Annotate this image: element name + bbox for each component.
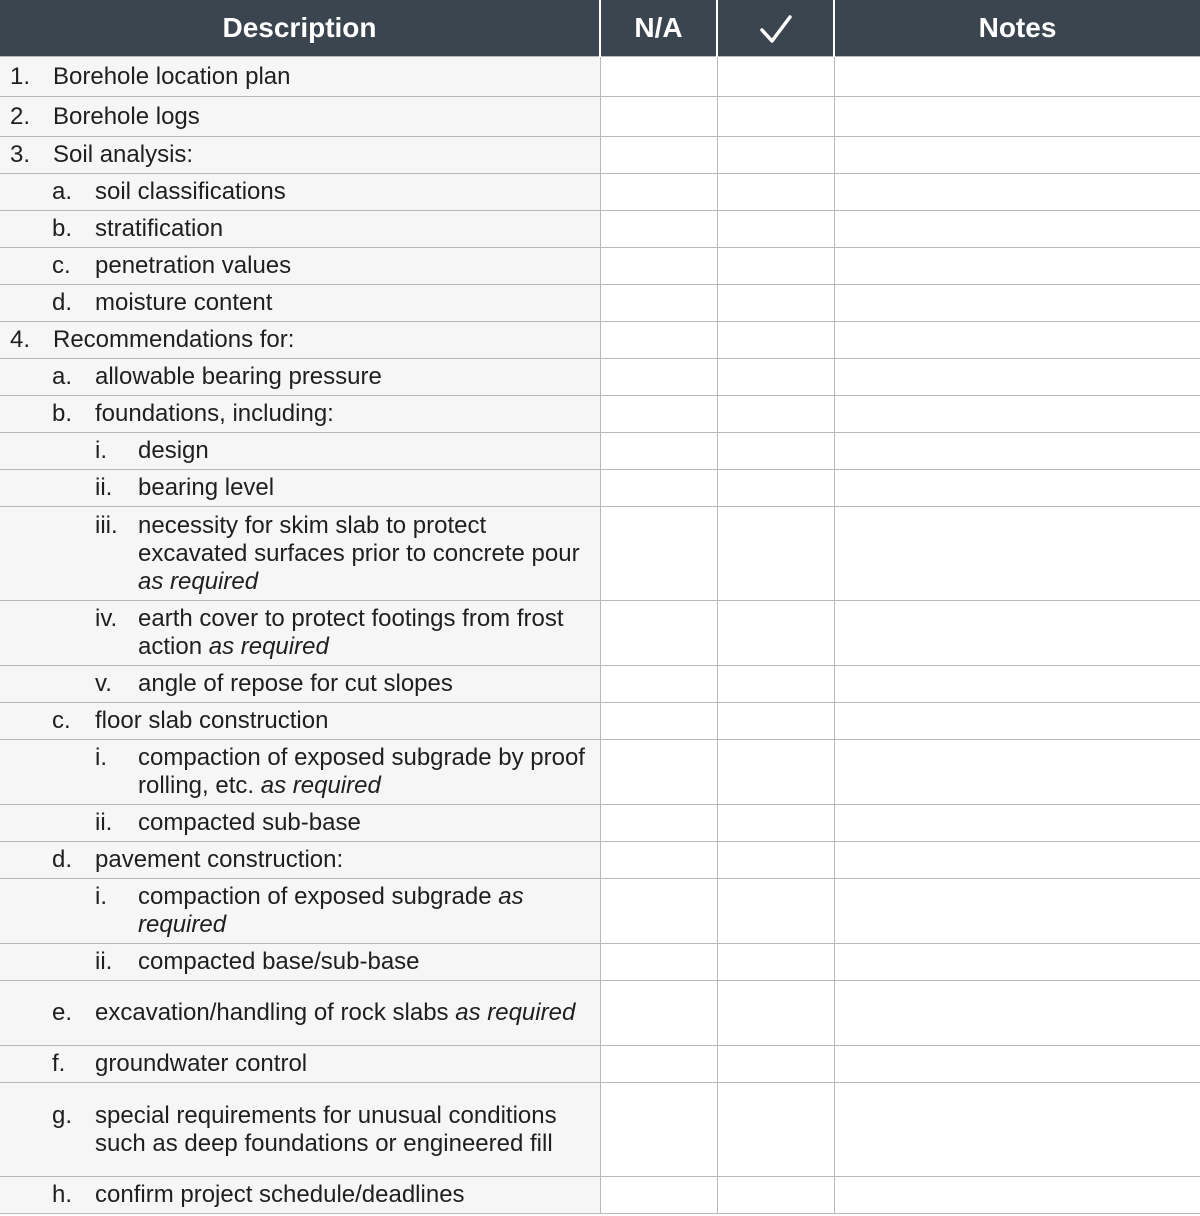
list-item: [10, 178, 592, 206]
check-cell[interactable]: [717, 359, 834, 396]
list-item: [10, 474, 592, 502]
list-item: [10, 1102, 592, 1158]
na-cell[interactable]: [600, 359, 717, 396]
na-cell[interactable]: [600, 433, 717, 470]
na-cell[interactable]: [600, 981, 717, 1046]
item-qualifier: as required: [208, 633, 329, 660]
na-cell[interactable]: [600, 470, 717, 507]
na-cell[interactable]: [600, 97, 717, 137]
item-marker: b.: [52, 215, 73, 242]
check-mark-icon: [759, 14, 793, 44]
table-row: [0, 1046, 1200, 1083]
item-marker: b.: [52, 400, 73, 427]
notes-cell[interactable]: [834, 396, 1200, 433]
check-cell[interactable]: [717, 1177, 834, 1214]
check-cell[interactable]: [717, 322, 834, 359]
table-row: [0, 740, 1200, 805]
table-row: [0, 396, 1200, 433]
list-item: [10, 363, 592, 391]
item-text-wrap: [138, 883, 592, 939]
description-cell: [0, 1046, 600, 1083]
description-cell: [0, 248, 600, 285]
item-text-wrap: [138, 809, 592, 837]
table-row: [0, 470, 1200, 507]
table-row: [0, 805, 1200, 842]
item-text: compacted base/sub-base: [138, 948, 420, 975]
check-cell[interactable]: [717, 1046, 834, 1083]
item-text-wrap: [53, 141, 592, 169]
description-cell: [0, 944, 600, 981]
list-item: [10, 883, 592, 939]
item-marker: a.: [52, 178, 73, 205]
header-na: N/A: [600, 0, 717, 57]
notes-cell[interactable]: [834, 57, 1200, 97]
description-cell: [0, 507, 600, 601]
notes-cell[interactable]: [834, 137, 1200, 174]
item-text-wrap: [95, 400, 592, 428]
item-text-wrap: [138, 605, 592, 661]
na-cell[interactable]: [600, 211, 717, 248]
item-marker: f.: [52, 1050, 66, 1077]
table-row: [0, 248, 1200, 285]
item-qualifier: as required: [260, 772, 381, 799]
check-cell[interactable]: [717, 1083, 834, 1177]
item-text: excavation/handling of rock slabs: [95, 999, 449, 1026]
check-cell[interactable]: [717, 601, 834, 666]
item-marker: d.: [52, 289, 73, 316]
na-cell[interactable]: [600, 1083, 717, 1177]
item-text: Borehole location plan: [53, 62, 291, 90]
item-text: compaction of exposed subgrade by proof rolling, etc.: [138, 744, 585, 799]
item-marker: ii.: [95, 809, 113, 836]
item-marker: iv.: [95, 605, 118, 632]
check-cell[interactable]: [717, 211, 834, 248]
table-row: [0, 359, 1200, 396]
item-text: floor slab construction: [95, 707, 329, 734]
na-cell[interactable]: [600, 174, 717, 211]
description-cell: [0, 57, 600, 97]
notes-cell[interactable]: [834, 981, 1200, 1046]
table-row: [0, 322, 1200, 359]
notes-cell[interactable]: [834, 740, 1200, 805]
na-cell[interactable]: [600, 601, 717, 666]
list-item: [10, 846, 592, 874]
item-text-wrap: [95, 1050, 592, 1078]
item-text-wrap: [95, 252, 592, 280]
notes-cell[interactable]: [834, 97, 1200, 137]
description-cell: [0, 805, 600, 842]
description-cell: [0, 1177, 600, 1214]
header-check: [717, 0, 834, 57]
list-item: [10, 707, 592, 735]
na-cell[interactable]: [600, 248, 717, 285]
notes-cell[interactable]: [834, 879, 1200, 944]
notes-cell[interactable]: [834, 359, 1200, 396]
item-text: Borehole logs: [53, 102, 200, 130]
na-cell[interactable]: [600, 57, 717, 97]
item-marker: 3.: [10, 141, 31, 168]
item-text: groundwater control: [95, 1050, 308, 1077]
item-text: earth cover to protect footings from frost action: [138, 605, 564, 660]
item-text: bearing level: [138, 474, 275, 501]
na-cell[interactable]: [600, 842, 717, 879]
notes-cell[interactable]: [834, 703, 1200, 740]
notes-cell[interactable]: [834, 1046, 1200, 1083]
item-text: pavement construction:: [95, 846, 344, 873]
item-text: moisture content: [95, 289, 273, 316]
check-cell[interactable]: [717, 842, 834, 879]
description-cell: [0, 879, 600, 944]
item-text-wrap: [138, 744, 592, 800]
item-marker: c.: [52, 252, 71, 279]
check-cell[interactable]: [717, 944, 834, 981]
table-row: [0, 97, 1200, 137]
item-text-wrap: [53, 63, 592, 91]
na-cell[interactable]: [600, 740, 717, 805]
item-text-wrap: [95, 363, 592, 391]
description-cell: [0, 137, 600, 174]
header-row: [0, 0, 1200, 57]
description-cell: [0, 396, 600, 433]
item-text-wrap: [95, 178, 592, 206]
item-text: Recommendations for:: [53, 326, 295, 353]
check-cell[interactable]: [717, 248, 834, 285]
description-cell: [0, 211, 600, 248]
item-text-wrap: [138, 474, 592, 502]
list-item: [10, 999, 592, 1027]
check-cell[interactable]: [717, 97, 834, 137]
description-cell: [0, 703, 600, 740]
description-cell: [0, 174, 600, 211]
list-item: [10, 400, 592, 428]
item-text-wrap: [95, 215, 592, 243]
check-cell[interactable]: [717, 137, 834, 174]
na-cell[interactable]: [600, 137, 717, 174]
item-text-wrap: [138, 437, 592, 465]
item-text: penetration values: [95, 252, 292, 279]
na-cell[interactable]: [600, 322, 717, 359]
description-cell: [0, 97, 600, 137]
table-row: [0, 1083, 1200, 1177]
check-cell[interactable]: [717, 57, 834, 97]
item-text: necessity for skim slab to protect excavated surfaces prior to concrete pour: [138, 511, 580, 567]
list-item: [10, 1181, 592, 1209]
item-text-wrap: [53, 326, 592, 354]
notes-cell[interactable]: [834, 507, 1200, 601]
notes-cell[interactable]: [834, 944, 1200, 981]
table-row: [0, 285, 1200, 322]
na-cell[interactable]: [600, 666, 717, 703]
check-cell[interactable]: [717, 396, 834, 433]
table-row: [0, 137, 1200, 174]
list-item: [10, 744, 592, 800]
na-cell[interactable]: [600, 805, 717, 842]
item-marker: 4.: [10, 326, 31, 353]
item-qualifier: as required: [455, 999, 576, 1026]
table-row: [0, 211, 1200, 248]
item-marker: i.: [95, 437, 107, 464]
item-marker: ii.: [95, 948, 113, 975]
item-text-wrap: [95, 999, 592, 1027]
item-text: foundations, including:: [95, 400, 334, 427]
item-qualifier: as required: [138, 883, 524, 938]
na-cell[interactable]: [600, 507, 717, 601]
item-marker: ii.: [95, 474, 113, 501]
table-row: [0, 842, 1200, 879]
item-marker: e.: [52, 999, 73, 1026]
notes-cell[interactable]: [834, 322, 1200, 359]
header-notes: Notes: [834, 0, 1200, 57]
item-text-wrap: [95, 1181, 592, 1209]
na-cell[interactable]: [600, 285, 717, 322]
item-marker: g.: [52, 1101, 73, 1129]
item-text: design: [138, 437, 209, 464]
item-text-wrap: [138, 948, 592, 976]
description-cell: [0, 1083, 600, 1177]
notes-cell[interactable]: [834, 470, 1200, 507]
description-cell: [0, 322, 600, 359]
item-marker: i.: [95, 883, 107, 910]
table-row: [0, 879, 1200, 944]
table-row: [0, 174, 1200, 211]
item-marker: i.: [95, 744, 107, 771]
na-cell[interactable]: [600, 1046, 717, 1083]
description-cell: [0, 601, 600, 666]
check-cell[interactable]: [717, 174, 834, 211]
item-marker: h.: [52, 1181, 73, 1208]
table-row: [0, 981, 1200, 1046]
checklist-body: [0, 57, 1200, 1214]
check-cell[interactable]: [717, 879, 834, 944]
list-item: [10, 326, 592, 354]
list-item: [10, 1050, 592, 1078]
check-cell[interactable]: [717, 740, 834, 805]
item-text-wrap: [95, 289, 592, 317]
description-cell: [0, 470, 600, 507]
item-text: special requirements for unusual conditions such as deep foundations or engineered fill: [95, 1101, 557, 1157]
description-cell: [0, 981, 600, 1046]
table-row: [0, 57, 1200, 97]
na-cell[interactable]: [600, 1177, 717, 1214]
notes-cell[interactable]: [834, 211, 1200, 248]
notes-cell[interactable]: [834, 285, 1200, 322]
item-marker: 2.: [10, 102, 31, 130]
table-row: [0, 433, 1200, 470]
na-cell[interactable]: [600, 879, 717, 944]
notes-cell[interactable]: [834, 248, 1200, 285]
check-cell[interactable]: [717, 666, 834, 703]
list-item: [10, 141, 592, 169]
check-cell[interactable]: [717, 507, 834, 601]
table-row: [0, 601, 1200, 666]
item-text: confirm project schedule/deadlines: [95, 1181, 465, 1208]
list-item: [10, 605, 592, 661]
description-cell: [0, 740, 600, 805]
item-marker: c.: [52, 707, 71, 734]
notes-cell[interactable]: [834, 666, 1200, 703]
item-marker: 1.: [10, 62, 31, 90]
item-text: Soil analysis:: [53, 141, 194, 168]
item-text: compaction of exposed subgrade: [138, 883, 492, 910]
check-cell[interactable]: [717, 703, 834, 740]
description-cell: [0, 666, 600, 703]
item-marker: iii.: [95, 511, 118, 539]
na-cell[interactable]: [600, 944, 717, 981]
item-text: soil classifications: [95, 178, 286, 205]
table-row: [0, 507, 1200, 601]
list-item: [10, 809, 592, 837]
description-cell: [0, 359, 600, 396]
check-cell[interactable]: [717, 805, 834, 842]
na-cell[interactable]: [600, 396, 717, 433]
description-cell: [0, 433, 600, 470]
item-text: angle of repose for cut slopes: [138, 670, 453, 697]
item-text-wrap: [138, 670, 592, 698]
notes-cell[interactable]: [834, 805, 1200, 842]
item-text-wrap: [53, 103, 592, 131]
na-cell[interactable]: [600, 703, 717, 740]
list-item: [10, 103, 592, 131]
table-row: [0, 1177, 1200, 1214]
notes-cell[interactable]: [834, 842, 1200, 879]
check-cell[interactable]: [717, 470, 834, 507]
item-text-wrap: [95, 846, 592, 874]
header-description: Description: [0, 0, 600, 57]
table-row: [0, 666, 1200, 703]
item-marker: a.: [52, 363, 73, 390]
list-item: [10, 948, 592, 976]
list-item: [10, 670, 592, 698]
item-text: compacted sub-base: [138, 809, 361, 836]
notes-cell[interactable]: [834, 174, 1200, 211]
item-text-wrap: [95, 1102, 592, 1158]
item-text-wrap: [95, 707, 592, 735]
item-text-wrap: [138, 512, 592, 596]
list-item: [10, 289, 592, 317]
check-cell[interactable]: [717, 981, 834, 1046]
item-text: stratification: [95, 215, 224, 242]
notes-cell[interactable]: [834, 433, 1200, 470]
list-item: [10, 512, 592, 596]
table-row: [0, 703, 1200, 740]
table-row: [0, 944, 1200, 981]
item-marker: d.: [52, 846, 73, 873]
list-item: [10, 437, 592, 465]
notes-cell[interactable]: [834, 601, 1200, 666]
notes-cell[interactable]: [834, 1083, 1200, 1177]
check-cell[interactable]: [717, 433, 834, 470]
description-cell: [0, 285, 600, 322]
check-cell[interactable]: [717, 285, 834, 322]
list-item: [10, 252, 592, 280]
list-item: [10, 63, 592, 91]
notes-cell[interactable]: [834, 1177, 1200, 1214]
description-cell: [0, 842, 600, 879]
item-marker: v.: [95, 670, 112, 697]
item-qualifier: as required: [138, 567, 259, 595]
item-text: allowable bearing pressure: [95, 363, 382, 390]
list-item: [10, 215, 592, 243]
